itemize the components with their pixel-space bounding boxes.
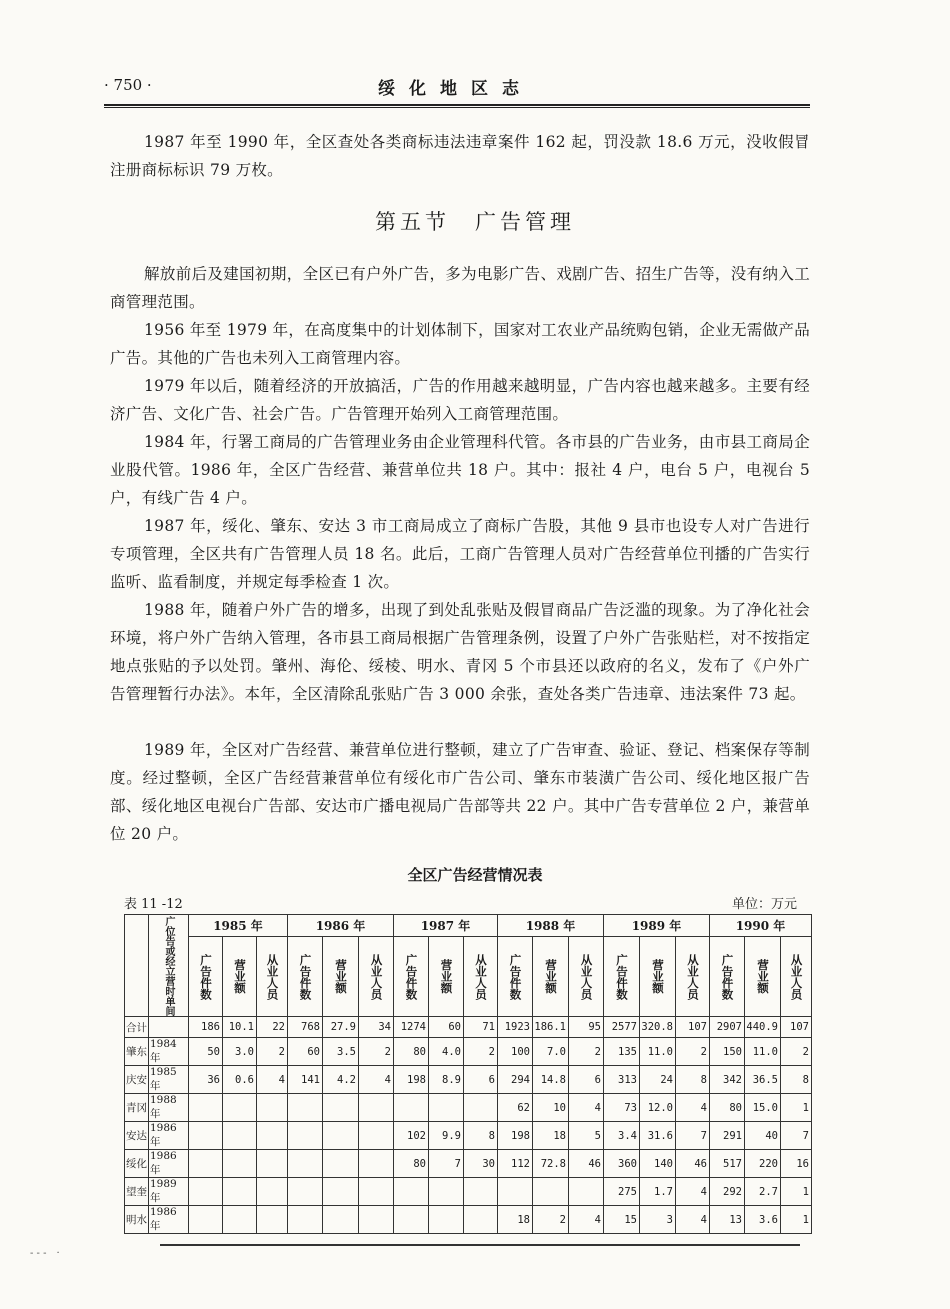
column-subheader xyxy=(640,937,676,1017)
table-cell: 24 xyxy=(640,1066,676,1094)
table-cell: 112 xyxy=(498,1150,533,1178)
paragraph-1: 解放前后及建国初期，全区已有户外广告，多为电影广告、戏剧广告、招生广告等，没有纳入工商管理范围。 xyxy=(110,265,810,311)
table-cell: 6 xyxy=(464,1066,498,1094)
table-row xyxy=(125,1017,812,1038)
column-subheader-label: 从业人员 xyxy=(789,953,804,1000)
paragraph-6: 1988 年，随着户外广告的增多，出现了到处乱张贴及假冒商品广告泛滥的现象。为了净化社会环境，将户外广告纳入管理，各市县工商局根据广告管理条例，设置了户外广告张贴栏，对不按指定地点张贴的予以处罚。肇州、海伦、绥棱、明水、青冈 5 个市县还以政府的名义，发布了《户外广告管理暂行办法》。本年，全区清除乱张贴广告 3 000 余张，查处各类广告违章、违法案件 73 起。 xyxy=(110,601,810,703)
table-cell: 3.5 xyxy=(323,1038,359,1066)
table-cell: 2907 xyxy=(710,1017,745,1038)
table-cell xyxy=(323,1178,359,1206)
year-header: 1985 年 xyxy=(189,915,288,937)
table-row xyxy=(125,1038,812,1066)
table-cell: 135 xyxy=(604,1038,640,1066)
table-cell: 1 xyxy=(781,1178,812,1206)
table-cell xyxy=(359,1150,394,1178)
row-place: 安达 xyxy=(125,1122,149,1150)
table-cell: 1.7 xyxy=(640,1178,676,1206)
paragraph-3: 1979 年以后，随着经济的开放搞活，广告的作用越来越明显，广告内容也越来越多。主要有经济广告、文化广告、社会广告。广告管理开始列入工商管理范围。 xyxy=(110,377,810,423)
year-header: 1988 年 xyxy=(498,915,604,937)
table-cell xyxy=(223,1122,257,1150)
table-cell xyxy=(189,1206,223,1234)
table-cell: 10 xyxy=(533,1094,569,1122)
table-cell: 22 xyxy=(257,1017,288,1038)
column-subheader-label: 从业人员 xyxy=(474,953,488,1000)
paragraph-2: 1956 年至 1979 年，在高度集中的计划体制下，国家对工农业产品统购包销，企业无需做产品广告。其他的广告也未列入工商管理内容。 xyxy=(110,321,810,367)
column-subheader-label: 广告件数 xyxy=(615,953,629,1000)
table-cell: 1274 xyxy=(394,1017,429,1038)
column-subheader-label: 从业人员 xyxy=(579,953,594,1000)
table-cell: 1 xyxy=(781,1094,812,1122)
table-cell: 2 xyxy=(676,1038,710,1066)
column-subheader-label: 广告件数 xyxy=(720,953,735,1000)
table-cell: 275 xyxy=(604,1178,640,1206)
table-cell xyxy=(223,1178,257,1206)
table-cell xyxy=(569,1178,604,1206)
table-cell xyxy=(394,1094,429,1122)
corner-header xyxy=(149,915,189,1017)
table-cell: 342 xyxy=(710,1066,745,1094)
table-cell: 768 xyxy=(288,1017,323,1038)
table-cell: 18 xyxy=(533,1122,569,1150)
row-start-year: 1988 年 xyxy=(149,1094,189,1122)
table-cell: 15 xyxy=(604,1206,640,1234)
column-subheader-label: 从业人员 xyxy=(265,953,280,1000)
table-cell: 80 xyxy=(710,1094,745,1122)
table-cell: 4 xyxy=(359,1066,394,1094)
paragraph-4: 1984 年，行署工商局的广告管理业务由企业管理科代管。各市县的广告业务，由市县工商局企业股代管。1986 年，全区广告经营、兼营单位共 18 户。其中：报社 4 户，电台 5 户，电视台 5 户，有线广告 4 户。 xyxy=(110,433,810,507)
table-cell: 95 xyxy=(569,1017,604,1038)
page-header xyxy=(104,74,807,100)
table-cell: 360 xyxy=(604,1150,640,1178)
table-cell xyxy=(359,1122,394,1150)
column-subheader xyxy=(189,937,223,1017)
table-cell xyxy=(223,1206,257,1234)
column-subheader xyxy=(498,937,533,1017)
table-cell xyxy=(394,1206,429,1234)
table-caption: 全区广告经营情况表 xyxy=(407,866,543,884)
table-cell xyxy=(359,1094,394,1122)
table-cell: 517 xyxy=(710,1150,745,1178)
table-cell xyxy=(257,1150,288,1178)
table-cell: 291 xyxy=(710,1122,745,1150)
column-subheader-label: 营业额 xyxy=(233,959,247,994)
column-subheader xyxy=(323,937,359,1017)
table-cell: 2 xyxy=(569,1038,604,1066)
table-cell: 2 xyxy=(359,1038,394,1066)
paragraph-5: 1987 年，绥化、肇东、安达 3 市工商局成立了商标广告股，其他 9 县市也设专人对广告进行专项管理，全区共有广告管理人员 18 名。此后，工商广告管理人员对广告经营单位刊播的广告实行监听、监看制度，并规定每季检查 1 次。 xyxy=(110,517,810,591)
table-row xyxy=(125,1150,812,1178)
column-subheader-label: 营业额 xyxy=(334,959,348,994)
row-start-year: 1986 年 xyxy=(149,1122,189,1150)
row-place: 庆安 xyxy=(125,1066,149,1094)
table-cell xyxy=(189,1094,223,1122)
table-cell xyxy=(257,1094,288,1122)
row-place: 肇东 xyxy=(125,1038,149,1066)
table-cell: 2 xyxy=(257,1038,288,1066)
table-cell: 3 xyxy=(640,1206,676,1234)
column-subheader xyxy=(569,937,604,1017)
table-cell: 80 xyxy=(394,1150,429,1178)
row-start-year: 1986 年 xyxy=(149,1150,189,1178)
column-subheader xyxy=(429,937,464,1017)
table-cell: 440.9 xyxy=(745,1017,781,1038)
table-cell: 11.0 xyxy=(745,1038,781,1066)
table-cell: 12.0 xyxy=(640,1094,676,1122)
intro-paragraph: 1987 年至 1990 年，全区查处各类商标违法违章案件 162 起，罚没款 18.6 万元，没收假冒注册商标标识 79 万枚。 xyxy=(110,133,810,179)
table-cell xyxy=(288,1122,323,1150)
table-cell: 2 xyxy=(464,1038,498,1066)
table-cell: 320.8 xyxy=(640,1017,676,1038)
column-subheader xyxy=(257,937,288,1017)
table-cell xyxy=(189,1178,223,1206)
table-cell xyxy=(323,1122,359,1150)
table-cell: 46 xyxy=(569,1150,604,1178)
table-cell: 107 xyxy=(781,1017,812,1038)
table-cell: 1 xyxy=(781,1206,812,1234)
table-cell xyxy=(323,1150,359,1178)
table-cell: 2.7 xyxy=(745,1178,781,1206)
table-cell: 141 xyxy=(288,1066,323,1094)
column-subheader xyxy=(223,937,257,1017)
column-subheader-label: 营业额 xyxy=(544,959,558,994)
column-subheader-label: 广告件数 xyxy=(298,953,313,1000)
table-cell xyxy=(288,1206,323,1234)
table-cell: 46 xyxy=(676,1150,710,1178)
paragraph-7: 1989 年，全区对广告经营、兼营单位进行整顿，建立了广告审查、验证、登记、档案保存等制度。经过整顿，全区广告经营兼营单位有绥化市广告公司、肇东市装潢广告公司、绥化地区报广告部、绥化地区电视台广告部、安达市广播电视局广告部等共 22 户。其中广告专营单位 2 户，兼营单位 20 户。 xyxy=(110,741,810,843)
table-cell: 186 xyxy=(189,1017,223,1038)
table-cell: 36 xyxy=(189,1066,223,1094)
row-place: 明水 xyxy=(125,1206,149,1234)
table-cell: 2 xyxy=(781,1038,812,1066)
table-cell: 31.6 xyxy=(640,1122,676,1150)
table-cell xyxy=(288,1150,323,1178)
year-header: 1986 年 xyxy=(288,915,394,937)
table-cell: 7 xyxy=(676,1122,710,1150)
row-start-year: 1985 年 xyxy=(149,1066,189,1094)
table-cell: 13 xyxy=(710,1206,745,1234)
column-subheader-label: 从业人员 xyxy=(686,953,700,1000)
table-cell xyxy=(288,1178,323,1206)
table-cell xyxy=(257,1178,288,1206)
column-subheader xyxy=(676,937,710,1017)
row-place: 青冈 xyxy=(125,1094,149,1122)
table-cell: 0.6 xyxy=(223,1066,257,1094)
column-subheader xyxy=(533,937,569,1017)
table-cell: 7 xyxy=(781,1122,812,1150)
column-subheader-label: 广告件数 xyxy=(404,953,419,1000)
table-cell: 14.8 xyxy=(533,1066,569,1094)
column-subheader-label: 营业额 xyxy=(651,959,665,994)
year-header: 1987 年 xyxy=(394,915,498,937)
row-start-year xyxy=(149,1017,189,1038)
table-cell: 7 xyxy=(429,1150,464,1178)
table-cell xyxy=(394,1178,429,1206)
book-title: 绥化地区志 xyxy=(378,79,533,99)
table-cell: 4.0 xyxy=(429,1038,464,1066)
table-cell: 8 xyxy=(781,1066,812,1094)
table-cell xyxy=(257,1206,288,1234)
table-cell: 4 xyxy=(569,1206,604,1234)
column-subheader-label: 营业额 xyxy=(756,959,770,994)
table-cell: 3.4 xyxy=(604,1122,640,1150)
table-cell: 3.6 xyxy=(745,1206,781,1234)
column-subheader xyxy=(781,937,812,1017)
table-cell xyxy=(257,1122,288,1150)
table-cell: 186.1 xyxy=(533,1017,569,1038)
table-cell: 9.9 xyxy=(429,1122,464,1150)
table-row xyxy=(125,1122,812,1150)
column-subheader xyxy=(394,937,429,1017)
table-cell: 6 xyxy=(569,1066,604,1094)
table-cell: 198 xyxy=(394,1066,429,1094)
column-subheader-label: 从业人员 xyxy=(369,953,384,1000)
table-cell: 50 xyxy=(189,1038,223,1066)
table-cell: 8 xyxy=(676,1066,710,1094)
table-cell: 4 xyxy=(257,1066,288,1094)
table-cell xyxy=(189,1122,223,1150)
table-cell: 72.8 xyxy=(533,1150,569,1178)
table-cell: 16 xyxy=(781,1150,812,1178)
table-cell: 4 xyxy=(569,1094,604,1122)
table-cell: 80 xyxy=(394,1038,429,1066)
column-subheader xyxy=(359,937,394,1017)
table-cell xyxy=(429,1178,464,1206)
table-cell: 220 xyxy=(745,1150,781,1178)
table-cell: 60 xyxy=(288,1038,323,1066)
table-cell: 107 xyxy=(676,1017,710,1038)
header-rule xyxy=(104,104,810,108)
table-cell xyxy=(323,1206,359,1234)
table-cell xyxy=(464,1206,498,1234)
table-cell: 4 xyxy=(676,1178,710,1206)
advertising-table xyxy=(124,914,812,1234)
table-cell: 27.9 xyxy=(323,1017,359,1038)
table-cell: 313 xyxy=(604,1066,640,1094)
table-cell: 294 xyxy=(498,1066,533,1094)
row-start-year: 1984 年 xyxy=(149,1038,189,1066)
table-row xyxy=(125,1066,812,1094)
table-cell: 2577 xyxy=(604,1017,640,1038)
table-cell xyxy=(359,1178,394,1206)
table-cell xyxy=(498,1178,533,1206)
table-cell xyxy=(223,1094,257,1122)
table-row xyxy=(125,1094,812,1122)
table-cell: 11.0 xyxy=(640,1038,676,1066)
table-cell: 150 xyxy=(710,1038,745,1066)
year-header: 1990 年 xyxy=(710,915,812,937)
table-cell: 292 xyxy=(710,1178,745,1206)
table-cell: 36.5 xyxy=(745,1066,781,1094)
row-place: 合计 xyxy=(125,1017,149,1038)
table-cell: 18 xyxy=(498,1206,533,1234)
column-subheader-label: 营业额 xyxy=(439,959,454,994)
table-cell: 8 xyxy=(464,1122,498,1150)
table-cell: 100 xyxy=(498,1038,533,1066)
table-cell: 3.0 xyxy=(223,1038,257,1066)
table-cell: 1923 xyxy=(498,1017,533,1038)
place-header xyxy=(125,915,149,1017)
table-cell xyxy=(464,1094,498,1122)
table-cell: 4 xyxy=(676,1206,710,1234)
table-cell: 7.0 xyxy=(533,1038,569,1066)
table-cell: 62 xyxy=(498,1094,533,1122)
row-place: 绥化 xyxy=(125,1150,149,1178)
table-cell: 5 xyxy=(569,1122,604,1150)
table-row xyxy=(125,1178,812,1206)
column-subheader xyxy=(710,937,745,1017)
row-start-year: 1986 年 xyxy=(149,1206,189,1234)
table-cell xyxy=(429,1206,464,1234)
table-cell: 71 xyxy=(464,1017,498,1038)
table-cell: 40 xyxy=(745,1122,781,1150)
table-cell: 15.0 xyxy=(745,1094,781,1122)
table-number: 表 11 -12 xyxy=(124,897,183,912)
table-cell: 73 xyxy=(604,1094,640,1122)
table-cell: 4.2 xyxy=(323,1066,359,1094)
page-number: · 750 · xyxy=(104,76,152,94)
row-place: 望奎 xyxy=(125,1178,149,1206)
table-cell: 8.9 xyxy=(429,1066,464,1094)
corner-label: 广位告或经立营时单间 xyxy=(163,915,174,1016)
column-subheader-label: 广告件数 xyxy=(199,953,213,1000)
table-cell: 10.1 xyxy=(223,1017,257,1038)
table-unit: 单位：万元 xyxy=(732,897,798,912)
year-header: 1989 年 xyxy=(604,915,710,937)
table-cell: 34 xyxy=(359,1017,394,1038)
table-cell: 2 xyxy=(533,1206,569,1234)
table-cell: 102 xyxy=(394,1122,429,1150)
column-subheader xyxy=(745,937,781,1017)
table-cell: 30 xyxy=(464,1150,498,1178)
table-cell xyxy=(429,1094,464,1122)
table-cell xyxy=(323,1094,359,1122)
table-cell xyxy=(533,1178,569,1206)
table-cell xyxy=(288,1094,323,1122)
table-cell xyxy=(189,1150,223,1178)
bottom-rule xyxy=(160,1244,800,1246)
table-cell xyxy=(464,1178,498,1206)
row-start-year: 1989 年 xyxy=(149,1178,189,1206)
table-cell xyxy=(223,1150,257,1178)
scan-mark: - - - · xyxy=(30,1248,60,1259)
column-subheader-label: 广告件数 xyxy=(508,953,523,1000)
table-cell: 60 xyxy=(429,1017,464,1038)
table-row xyxy=(125,1206,812,1234)
table-cell: 198 xyxy=(498,1122,533,1150)
column-subheader xyxy=(604,937,640,1017)
section-title: 第五节 广告管理 xyxy=(375,210,575,234)
table-cell: 4 xyxy=(676,1094,710,1122)
table-cell xyxy=(359,1206,394,1234)
table-cell: 140 xyxy=(640,1150,676,1178)
column-subheader xyxy=(288,937,323,1017)
column-subheader xyxy=(464,937,498,1017)
